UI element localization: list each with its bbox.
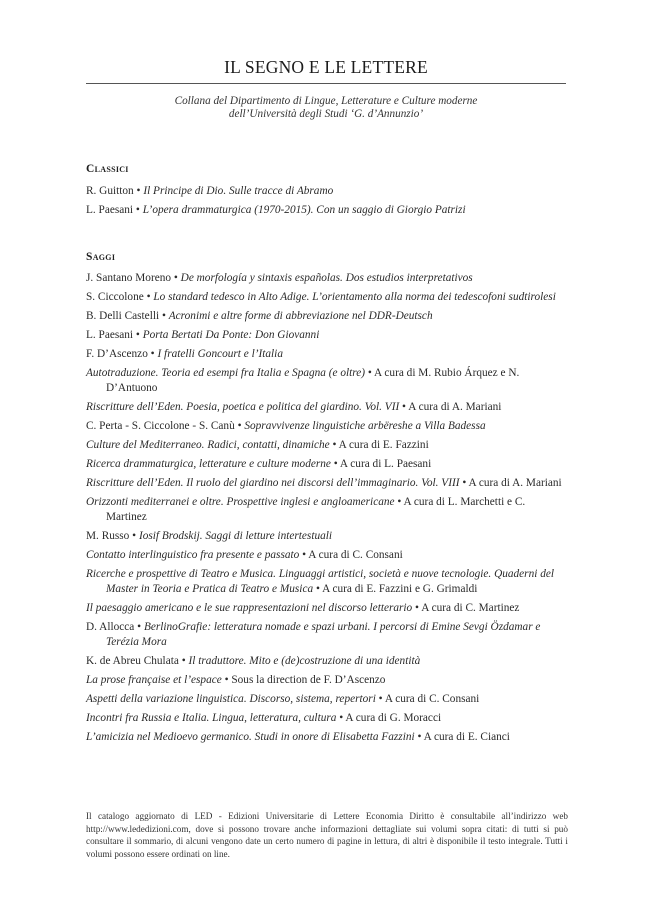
- entry-title: Il traduttore. Mito e (de)costruzione di una identità: [188, 655, 421, 667]
- section-heading-classici: Classici: [86, 163, 129, 175]
- catalog-entry: [86, 328, 568, 343]
- entry-title: Iosif Brodskij. Saggi di letture intertestuali: [138, 530, 333, 542]
- entry-separator: •: [332, 439, 337, 451]
- entry-editor: Sous la direction de F. D’Ascenzo: [231, 674, 386, 686]
- entry-separator: •: [135, 204, 140, 216]
- entry-separator: •: [339, 712, 344, 724]
- entry-separator: •: [132, 530, 137, 542]
- entry-separator: •: [333, 458, 338, 470]
- saggi-list: [86, 271, 568, 749]
- entry-editor: A cura di C. Consani: [308, 549, 403, 561]
- catalog-entry: [86, 271, 568, 286]
- classici-list: [86, 184, 568, 222]
- entry-title: L’amicizia nel Medioevo germanico. Studi in onore di Elisabetta Fazzini: [86, 731, 415, 743]
- entry-title: Orizzonti mediterranei e oltre. Prospettive inglesi e angloamericane: [86, 496, 395, 508]
- entry-separator: •: [150, 348, 155, 360]
- entry-title: BerlinoGrafie: letteratura nomade e spazi urbani. I percorsi di Emine Sevgi Özdamar e Terézia Mora: [106, 621, 541, 648]
- entry-title: Contatto interlinguistico fra presente e passato: [86, 549, 300, 561]
- entry-separator: •: [181, 655, 186, 667]
- series-title: IL SEGNO E LE LETTERE: [224, 57, 428, 77]
- entry-separator: •: [224, 674, 229, 686]
- entry-separator: •: [367, 367, 372, 379]
- entry-author: C. Perta - S. Ciccolone - S. Canù: [86, 420, 235, 432]
- section-heading-saggi: Saggi: [86, 251, 116, 263]
- entry-editor: A cura di M. Rubio Árquez e N. D’Antuono: [106, 367, 520, 394]
- entry-title: La prose française et l’espace: [86, 674, 222, 686]
- catalog-entry: [86, 601, 568, 616]
- entry-separator: •: [417, 731, 422, 743]
- catalog-entry: [86, 495, 568, 525]
- entry-author: R. Guitton: [86, 185, 134, 197]
- entry-author: J. Santano Moreno: [86, 272, 172, 284]
- entry-author: L. Paesani: [86, 204, 134, 216]
- entry-editor: A cura di A. Mariani: [468, 477, 562, 489]
- catalog-entry: [86, 654, 568, 669]
- entry-title: I fratelli Goncourt e l’Italia: [157, 348, 283, 360]
- catalog-entry: [86, 203, 568, 218]
- entry-separator: •: [146, 291, 151, 303]
- catalog-entry: [86, 184, 568, 199]
- catalog-entry: [86, 567, 568, 597]
- entry-separator: •: [135, 329, 140, 341]
- entry-editor: A cura di E. Fazzini e G. Grimaldi: [322, 583, 478, 595]
- entry-title: Ricerche e prospettive di Teatro e Musica. Linguaggi artistici, società e nuove tecnologie. Quaderni del Master in Teoria e Pratica di Teatro e Musica: [86, 568, 554, 595]
- entry-separator: •: [315, 583, 320, 595]
- entry-separator: •: [173, 272, 178, 284]
- entry-title: L’opera drammaturgica (1970-2015). Con un saggio di Giorgio Patrizi: [142, 204, 466, 216]
- entry-editor: A cura di L. Marchetti e C. Martinez: [106, 496, 526, 523]
- catalog-entry: [86, 309, 568, 324]
- catalog-entry: [86, 400, 568, 415]
- entry-title: Autotraduzione. Teoria ed esempi fra Italia e Spagna (e oltre): [86, 367, 366, 379]
- entry-editor: A cura di C. Martinez: [421, 602, 520, 614]
- catalog-entry: [86, 366, 568, 396]
- entry-separator: •: [402, 401, 407, 413]
- series-subtitle: [86, 95, 566, 121]
- title-rule: [86, 83, 566, 84]
- entry-title: Ricerca drammaturgica, letterature e culture moderne: [86, 458, 331, 470]
- entry-title: Aspetti della variazione linguistica. Discorso, sistema, repertori: [86, 693, 376, 705]
- catalog-entry: [86, 457, 568, 472]
- entry-author: S. Ciccolone: [86, 291, 144, 303]
- subtitle-line-1: Collana del Dipartimento di Lingue, Letterature e Culture moderne: [174, 95, 478, 107]
- entry-title: Culture del Mediterraneo. Radici, contatti, dinamiche: [86, 439, 330, 451]
- catalog-entry: [86, 730, 568, 745]
- entry-title: Riscritture dell’Eden. Poesia, poetica e politica del giardino. Vol. VII: [86, 401, 400, 413]
- entry-separator: •: [302, 549, 307, 561]
- entry-title: Il Principe di Dio. Sulle tracce di Abramo: [143, 185, 334, 197]
- subtitle-line-2: dell’Università degli Studi ‘G. d’Annunzio’: [228, 108, 424, 120]
- entry-editor: A cura di L. Paesani: [339, 458, 432, 470]
- catalog-entry: [86, 476, 568, 491]
- entry-author: F. D’Ascenzo: [86, 348, 148, 360]
- entry-title: Lo standard tedesco in Alto Adige. L’orientamento alla norma dei tedescofoni sudtirolesi: [153, 291, 556, 303]
- entry-title: De morfología y sintaxis españolas. Dos estudios interpretativos: [180, 272, 473, 284]
- entry-author: M. Russo: [86, 530, 130, 542]
- catalog-note: Il catalogo aggiornato di LED - Edizioni Universitarie di Lettere Economia Diritto è consultabile all’indirizzo web http://www.lededizioni.com, dove si possono trovare anche informazioni dettagliate sui volumi sopra citati: di tutti si può consultare il sommario, di alcuni vengono date un certo numero di pagine in lettura, di altri è disponibile il testo integrale. Tutti i volumi possono essere ordinati on line.: [86, 811, 568, 859]
- catalog-entry: [86, 620, 568, 650]
- entry-author: B. Delli Castelli: [86, 310, 160, 322]
- entry-separator: •: [136, 185, 141, 197]
- entry-separator: •: [462, 477, 467, 489]
- entry-editor: A cura di G. Moracci: [345, 712, 442, 724]
- catalog-entry: [86, 711, 568, 726]
- catalog-entry: [86, 692, 568, 707]
- entry-separator: •: [415, 602, 420, 614]
- entry-editor: A cura di C. Consani: [384, 693, 480, 705]
- entry-separator: •: [237, 420, 242, 432]
- entry-author: D. Allocca: [86, 621, 135, 633]
- entry-separator: •: [161, 310, 166, 322]
- entry-title: Acronimi e altre forme di abbreviazione nel DDR-Deutsch: [168, 310, 433, 322]
- catalog-entry: [86, 548, 568, 563]
- entry-separator: •: [397, 496, 402, 508]
- catalog-entry: [86, 347, 568, 362]
- entry-editor: A cura di E. Fazzini: [338, 439, 429, 451]
- catalog-entry: [86, 673, 568, 688]
- entry-title: Riscritture dell’Eden. Il ruolo del giardino nei discorsi dell’immaginario. Vol. VIII: [86, 477, 460, 489]
- catalog-entry: [86, 438, 568, 453]
- entry-editor: A cura di A. Mariani: [408, 401, 502, 413]
- entry-title: Il paesaggio americano e le sue rappresentazioni nel discorso letterario: [86, 602, 413, 614]
- entry-author: K. de Abreu Chulata: [86, 655, 179, 667]
- entry-separator: •: [137, 621, 142, 633]
- entry-title: Sopravvivenze linguistiche arbëreshe a Villa Badessa: [244, 420, 486, 432]
- entry-editor: A cura di E. Cianci: [423, 731, 510, 743]
- catalog-entry: [86, 419, 568, 434]
- entry-author: L. Paesani: [86, 329, 134, 341]
- catalog-entry: [86, 529, 568, 544]
- catalog-entry: [86, 290, 568, 305]
- entry-title: Porta Bertati Da Ponte: Don Giovanni: [142, 329, 320, 341]
- entry-title: Incontri fra Russia e Italia. Lingua, letteratura, cultura: [86, 712, 337, 724]
- entry-separator: •: [378, 693, 383, 705]
